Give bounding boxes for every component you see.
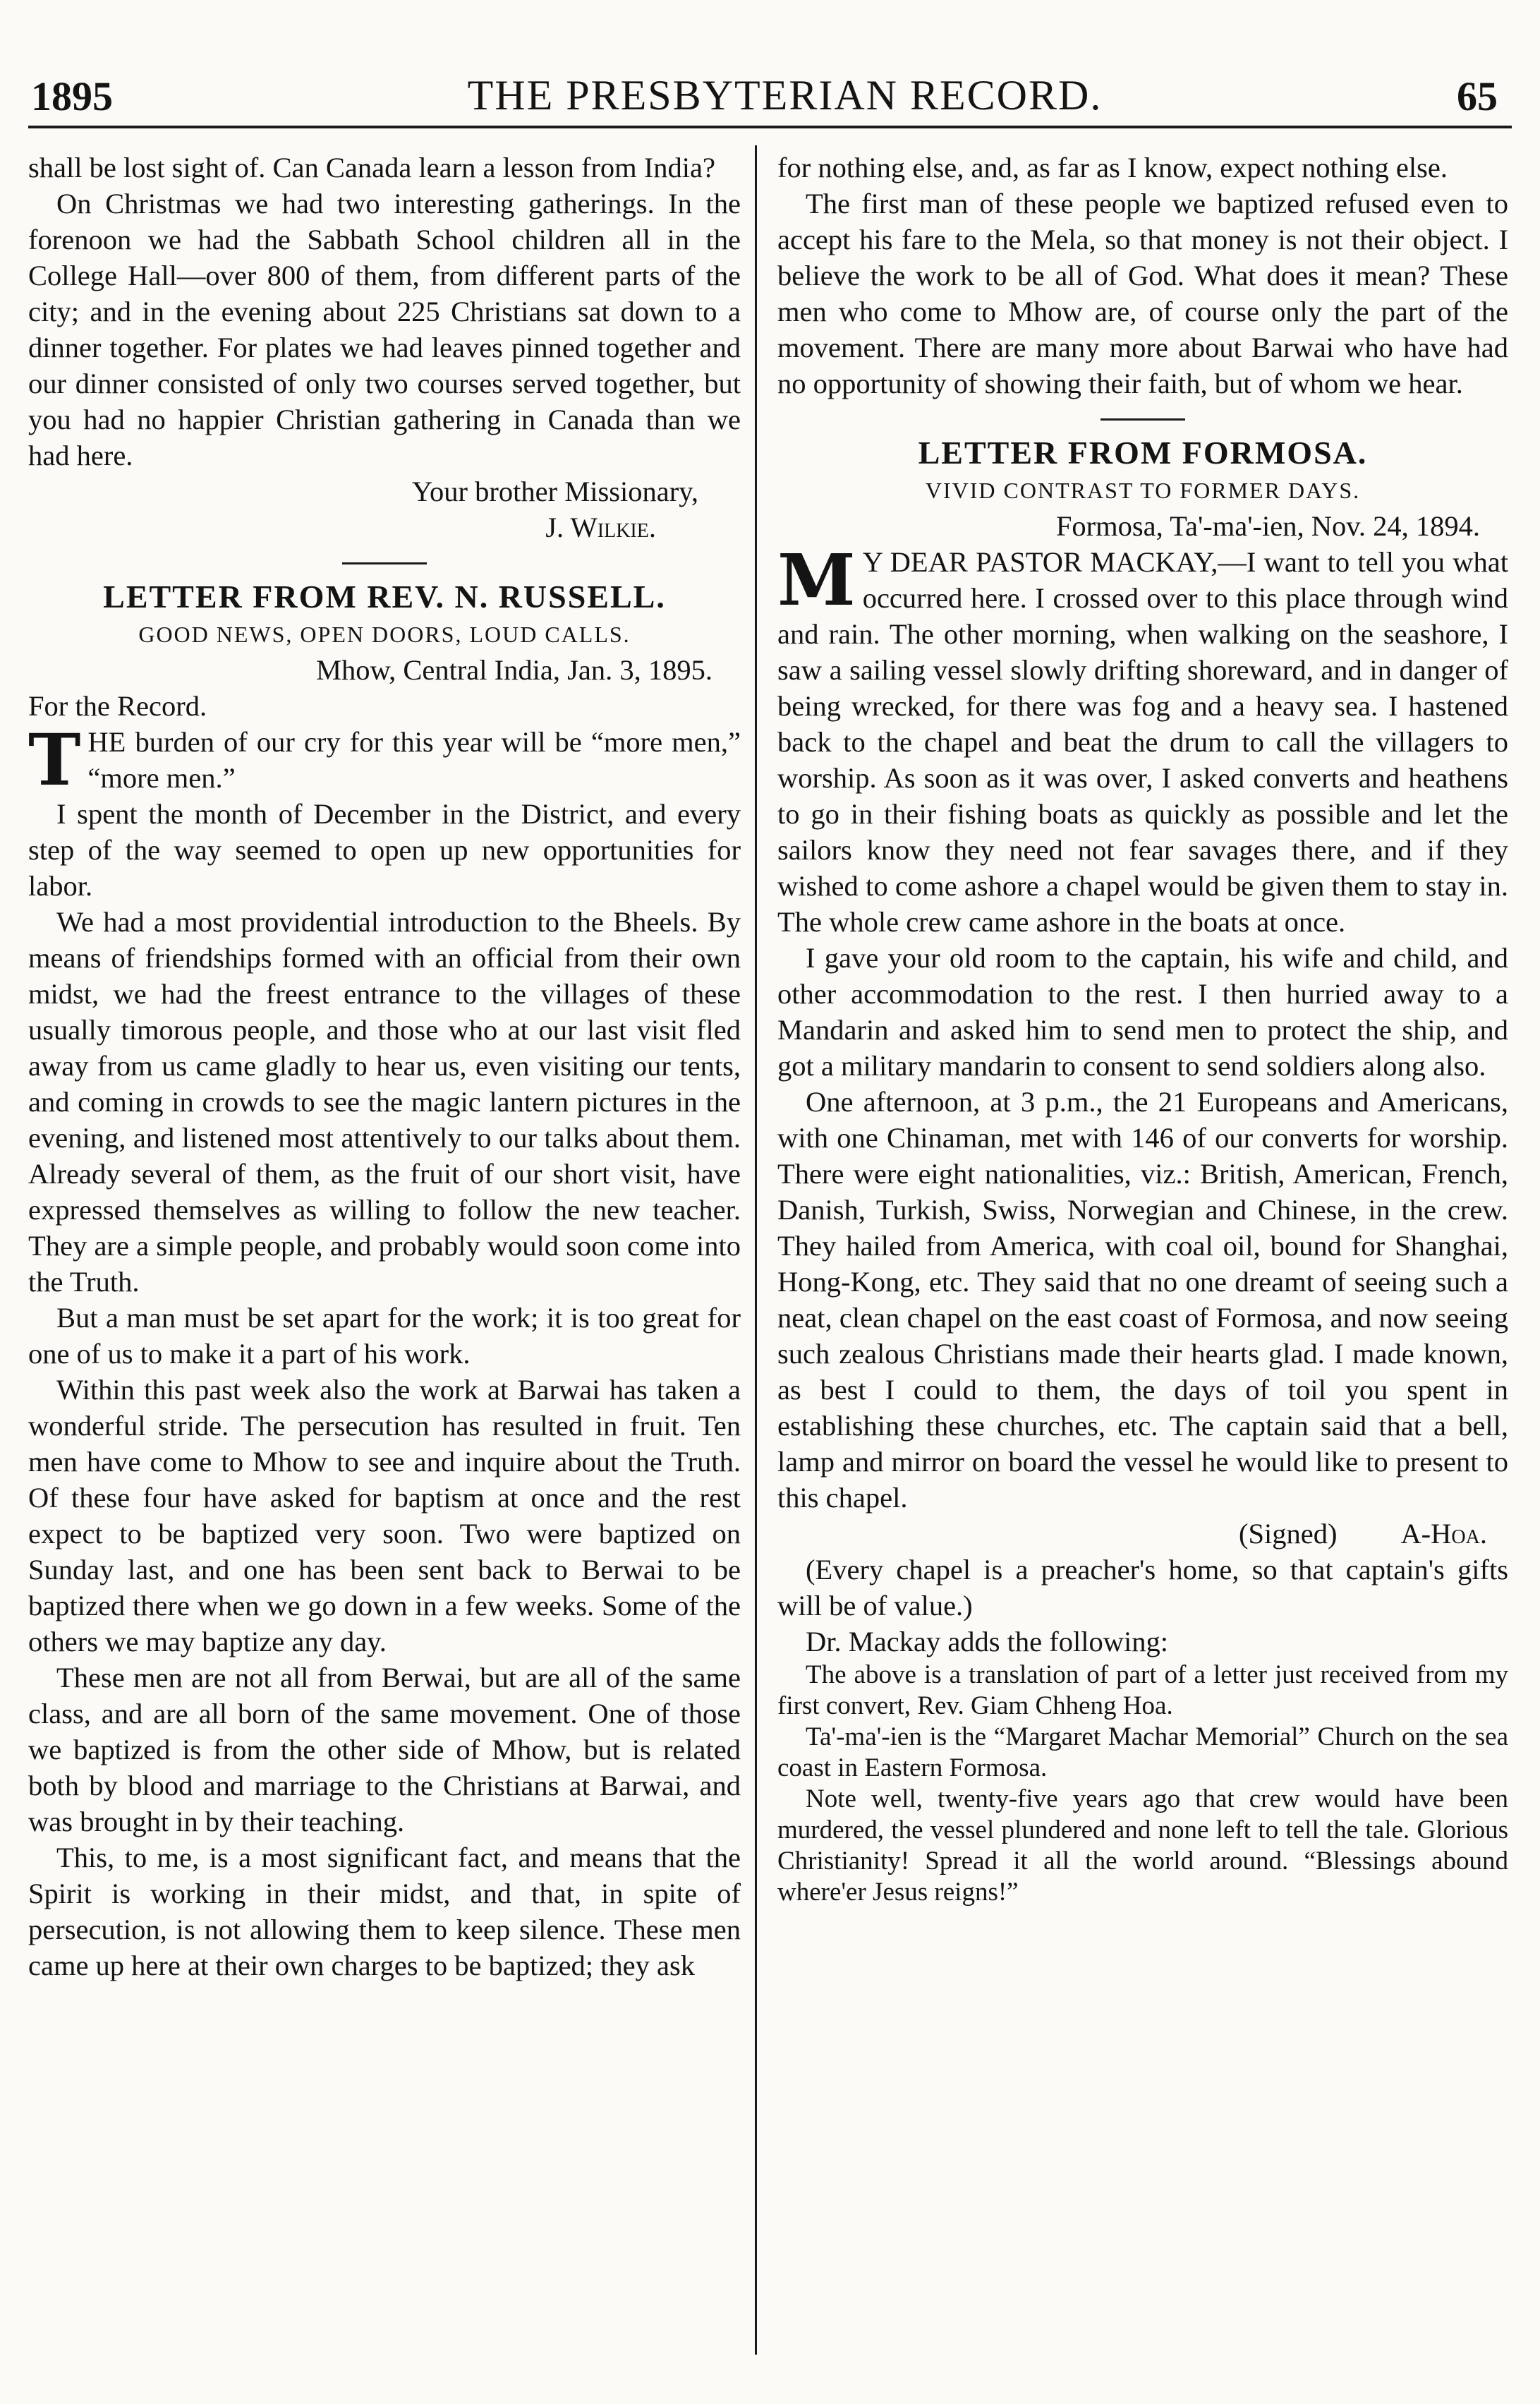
- paragraph: Within this past week also the work at Barwai has taken a wonderful stride. The persecution has resulted in fruit. Ten men have come to Mhow to see and inquire about the Truth. Of these four have asked for baptism at once and the rest expect to be baptized very soon. Two were baptized on Sunday last, and one has been sent back to Berwai to be baptized there when we go down in a few weeks. Some of the others we may baptize any day.: [28, 1374, 741, 1657]
- year: 1895: [31, 73, 113, 119]
- dateline: Mhow, Central India, Jan. 3, 1895.: [315, 654, 713, 686]
- closing-line: Your brother Missionary,: [411, 476, 698, 507]
- masthead: [31, 42, 1498, 120]
- paragraph: But a man must be set apart for the work; it is too great for one of us to make it a part of his work.: [28, 1302, 741, 1370]
- paragraph: The first man of these people we baptized refused even to accept his fare to the Mela, so that money is not their object. I believe the work to be all of God. What does it mean? These men who come to Mhow are, of course only the part of the movement. There are many more about Barwai who have had no opportunity of showing their faith, but of whom we hear.: [777, 188, 1508, 399]
- paragraph: We had a most providential introduction to the Bheels. By means of friendships formed with an official from their own midst, we had the freest entrance to the villages of these usually timorous people, and those who at our last visit fled away from us came gladly to hear us, even visiting our tents, and coming in crowds to see the magic lantern pictures in the evening, and listened most attentively to our talks about them. Already several of them, as the fruit of our short visit, have expressed themselves as willing to follow the new teacher. They are a simple people, and probably would soon come into the Truth.: [28, 906, 741, 1298]
- editor-note: (Every chapel is a preacher's home, so that captain's gifts will be of value.): [777, 1554, 1508, 1621]
- column-divider: [755, 145, 757, 2355]
- paragraph: The above is a translation of part of a letter just received from my first convert, Rev. Giam Chheng Hoa.: [777, 1660, 1508, 1720]
- right-column: [777, 150, 1508, 2376]
- paragraph: Note well, twenty-five years ago that crew would have been murdered, the vessel plundered and none left to tell the tale. Glorious Christianity! Spread it all the world around. “Blessings abound where'er Jesus reigns!”: [777, 1784, 1508, 1907]
- opening-text: Y DEAR PASTOR MACKAY,—I want to tell you what occurred here. I crossed over to this place through wind and rain. The other morning, when walking on the seashore, I saw a sailing vessel slowly drifting shoreward, and in danger of being wrecked, for there was fog and a heavy sea. I hastened back to the chapel and beat the drum to call the villagers to worship. As soon as it was over, I asked converts and heathens to go in their fishing boats as quickly as possible and let the sailors know they need not fear savages there, and if they wished to come ashore a chapel would be given them to stay in. The whole crew came ashore in the boats at once.: [777, 546, 1508, 938]
- paragraph: This, to me, is a most significant fact, and means that the Spirit is working in their midst, and that, in spite of persecution, is not allowing them to keep silence. These men came up here at their own charges to be baptized; they ask: [28, 1842, 741, 1981]
- opening-paragraph: [28, 718, 741, 802]
- opening-paragraph: [777, 538, 1508, 940]
- signed-name: A-Hoa.: [1400, 1518, 1487, 1550]
- publication-title: THE PRESBYTERIAN RECORD.: [467, 72, 1103, 119]
- drop-cap: M: [777, 538, 856, 622]
- section-rule: [1101, 418, 1185, 421]
- paragraph: These men are not all from Berwai, but are all of the same class, and are all born of the same movement. One of those we baptized is from the other side of Mhow, but is related both by blood and marriage to the Christians at Barwai, and was brought in by their teaching.: [28, 1662, 741, 1837]
- page-number: 65: [1457, 73, 1498, 119]
- drop-cap: T: [28, 718, 81, 802]
- paragraph: I spent the month of December in the District, and every step of the way seemed to open up new opportunities for labor.: [28, 798, 741, 902]
- article-subheading: VIVID CONTRAST TO FORMER DAYS.: [925, 478, 1361, 503]
- article-heading: LETTER FROM FORMOSA.: [918, 435, 1368, 471]
- article-subheading: GOOD NEWS, OPEN DOORS, LOUD CALLS.: [138, 622, 631, 647]
- signature: J. Wilkie.: [545, 512, 656, 543]
- paragraph: I gave your old room to the captain, his wife and child, and other accommodation to the rest. I then hurried away to a Mandarin and asked him to send men to protect the ship, and got a military mandarin to consent to send soldiers along also.: [777, 942, 1508, 1082]
- header-rule: [28, 126, 1512, 128]
- for-line: For the Record.: [28, 690, 207, 722]
- left-column: [28, 150, 741, 2376]
- paragraph: shall be lost sight of. Can Canada learn a lesson from India?: [28, 152, 715, 183]
- mackay-intro: Dr. Mackay adds the following:: [806, 1626, 1169, 1657]
- section-rule: [342, 562, 427, 564]
- article-heading: LETTER FROM REV. N. RUSSELL.: [103, 579, 666, 615]
- signed-label: (Signed): [1238, 1518, 1338, 1550]
- paragraph: Ta'-ma'-ien is the “Margaret Machar Memorial” Church on the sea coast in Eastern Formosa.: [777, 1722, 1508, 1782]
- paragraph: for nothing else, and, as far as I know, expect nothing else.: [777, 152, 1448, 183]
- paragraph: On Christmas we had two interesting gatherings. In the forenoon we had the Sabbath School children all in the College Hall—over 800 of them, from different parts of the city; and in the evening about 225 Christians sat down to a dinner together. For plates we had leaves pinned together and our dinner consisted of only two courses served together, but you had no happier Christian gathering in Canada than we had here.: [28, 188, 741, 471]
- dateline: Formosa, Ta'-ma'-ien, Nov. 24, 1894.: [1055, 510, 1480, 542]
- opening-text: HE burden of our cry for this year will be “more men,” “more men.”: [87, 726, 741, 794]
- signature-line: [777, 1516, 1508, 1552]
- paragraph: One afternoon, at 3 p.m., the 21 Europeans and Americans, with one Chinaman, met with 146 of our converts for worship. There were eight nationalities, viz.: British, American, French, Danish, Turkish, Swiss, Norwegian and Chinese, in the crew. They hailed from America, with coal oil, bound for Shanghai, Hong-Kong, etc. They said that no one dreamt of seeing such a neat, clean chapel on the east coast of Formosa, and now seeing such zealous Christians made their hearts glad. I made known, as best I could to them, the days of toil you spent in establishing these churches, etc. The captain said that a bell, lamp and mirror on board the vessel he would like to present to this chapel.: [777, 1086, 1508, 1514]
